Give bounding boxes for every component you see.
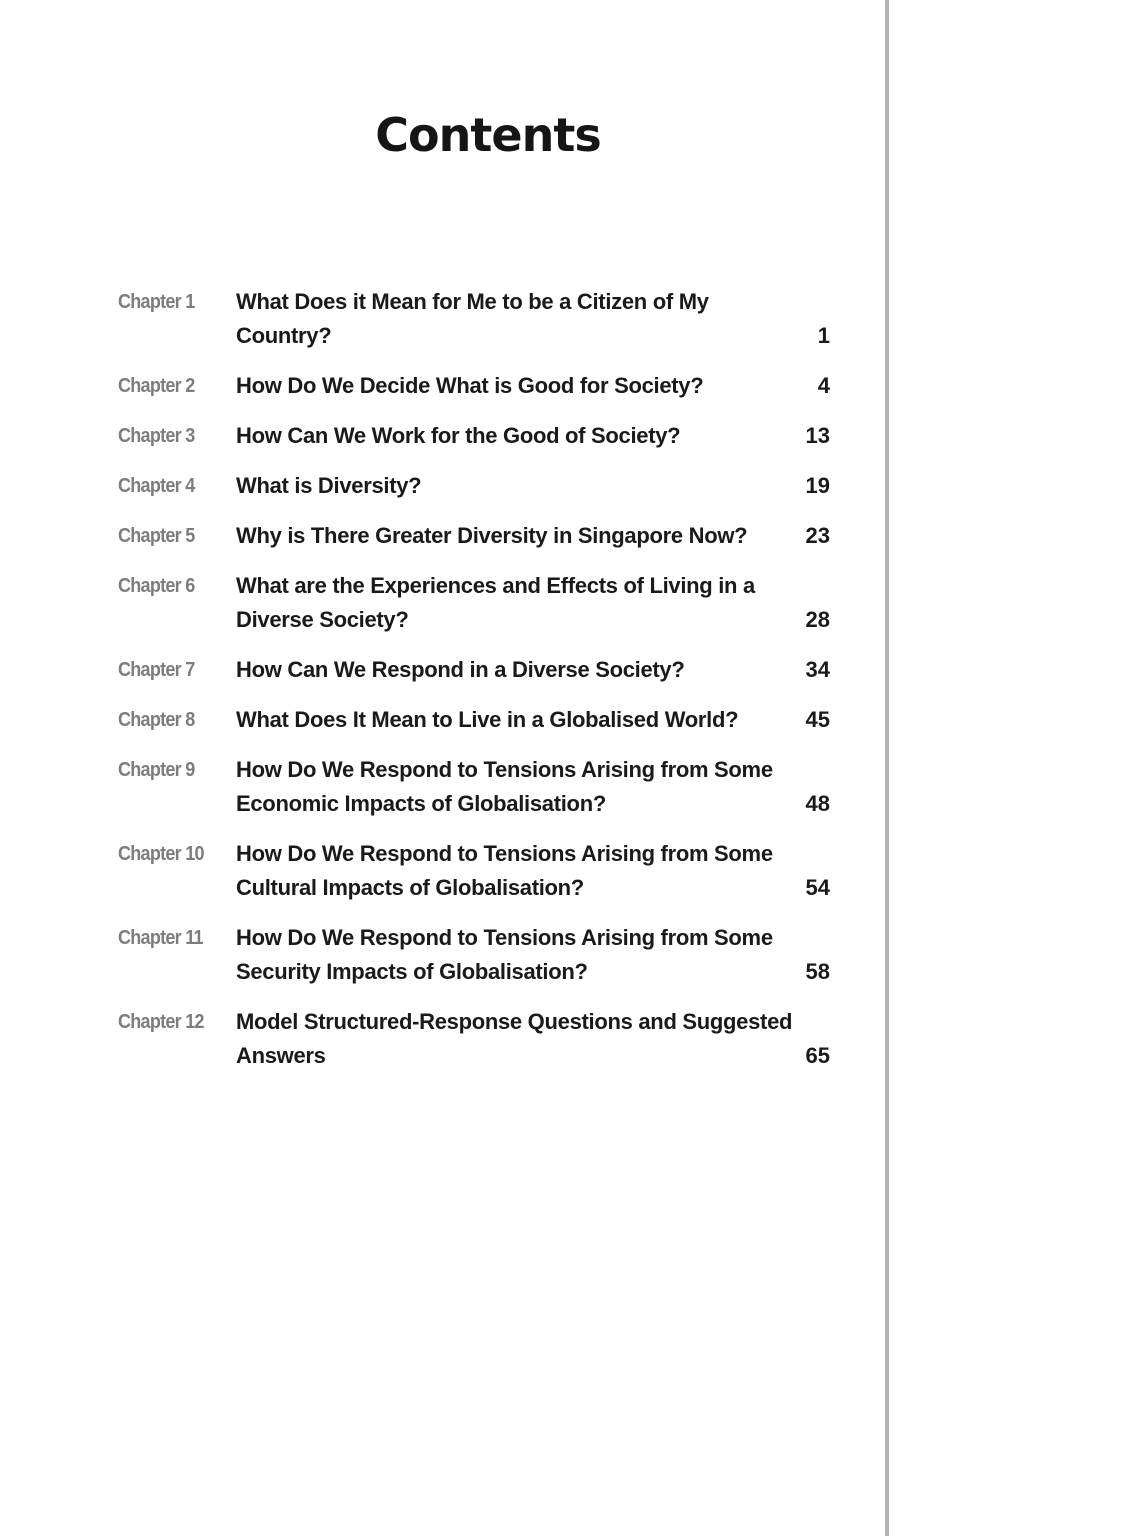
chapter-label: Chapter 2: [118, 375, 195, 397]
chapter-title: How Do We Respond to Tensions Arising from Some Security Impacts of Globalisation?: [236, 925, 773, 984]
page-title: Contents: [375, 108, 601, 162]
chapter-title: How Do We Respond to Tensions Arising from Some Cultural Impacts of Globalisation?: [236, 841, 773, 900]
chapter-label: Chapter 11: [118, 927, 203, 949]
chapter-label: Chapter 12: [118, 1011, 204, 1033]
chapter-label: Chapter 9: [118, 759, 195, 781]
chapter-label: Chapter 8: [118, 709, 195, 731]
page-number: 19: [805, 473, 830, 498]
page-number: 13: [805, 423, 830, 448]
facing-page-blank: [889, 0, 1123, 1536]
toc-entry-chapter-1[interactable]: [118, 285, 830, 353]
chapter-label: Chapter 5: [118, 525, 195, 547]
chapter-title: What are the Experiences and Effects of Living in a Diverse Society?: [236, 573, 755, 632]
toc-entry-chapter-6[interactable]: [118, 569, 830, 637]
chapter-label: Chapter 1: [118, 291, 195, 313]
chapter-label: Chapter 10: [118, 843, 204, 865]
chapter-title: How Can We Respond in a Diverse Society?: [236, 657, 685, 682]
chapter-label: Chapter 7: [118, 659, 195, 681]
toc-entry-chapter-11[interactable]: [118, 921, 830, 989]
chapter-title: How Do We Decide What is Good for Society?: [236, 373, 704, 398]
chapter-label: Chapter 4: [118, 475, 195, 497]
table-of-contents: [118, 285, 830, 1089]
page-number: 28: [805, 607, 830, 632]
page-number: 65: [805, 1043, 830, 1068]
chapter-title: What Does it Mean for Me to be a Citizen of My Country?: [236, 289, 709, 348]
chapter-title: What is Diversity?: [236, 473, 422, 498]
toc-entry-chapter-8[interactable]: [118, 703, 830, 737]
page-number: 45: [805, 707, 830, 732]
toc-entry-chapter-3[interactable]: [118, 419, 830, 453]
toc-entry-chapter-9[interactable]: [118, 753, 830, 821]
toc-entry-chapter-10[interactable]: [118, 837, 830, 905]
toc-entry-chapter-5[interactable]: [118, 519, 830, 553]
page-number: 54: [805, 875, 830, 900]
page-number: 58: [805, 959, 830, 984]
chapter-title: How Can We Work for the Good of Society?: [236, 423, 681, 448]
chapter-label: Chapter 3: [118, 425, 195, 447]
chapter-title: Model Structured-Response Questions and Suggested Answers: [236, 1009, 793, 1068]
toc-entry-chapter-7[interactable]: [118, 653, 830, 687]
page-number: 34: [805, 657, 830, 682]
page-number: 1: [817, 323, 830, 348]
page-number: 4: [817, 373, 830, 398]
toc-entry-chapter-2[interactable]: [118, 369, 830, 403]
chapter-title: What Does It Mean to Live in a Globalised World?: [236, 707, 739, 732]
toc-entry-chapter-12[interactable]: [118, 1005, 830, 1073]
chapter-label: Chapter 6: [118, 575, 195, 597]
chapter-title: How Do We Respond to Tensions Arising from Some Economic Impacts of Globalisation?: [236, 757, 773, 816]
toc-entry-chapter-4[interactable]: [118, 469, 830, 503]
page-number: 48: [805, 791, 830, 816]
page-number: 23: [805, 523, 830, 548]
chapter-title: Why is There Greater Diversity in Singapore Now?: [236, 523, 748, 548]
